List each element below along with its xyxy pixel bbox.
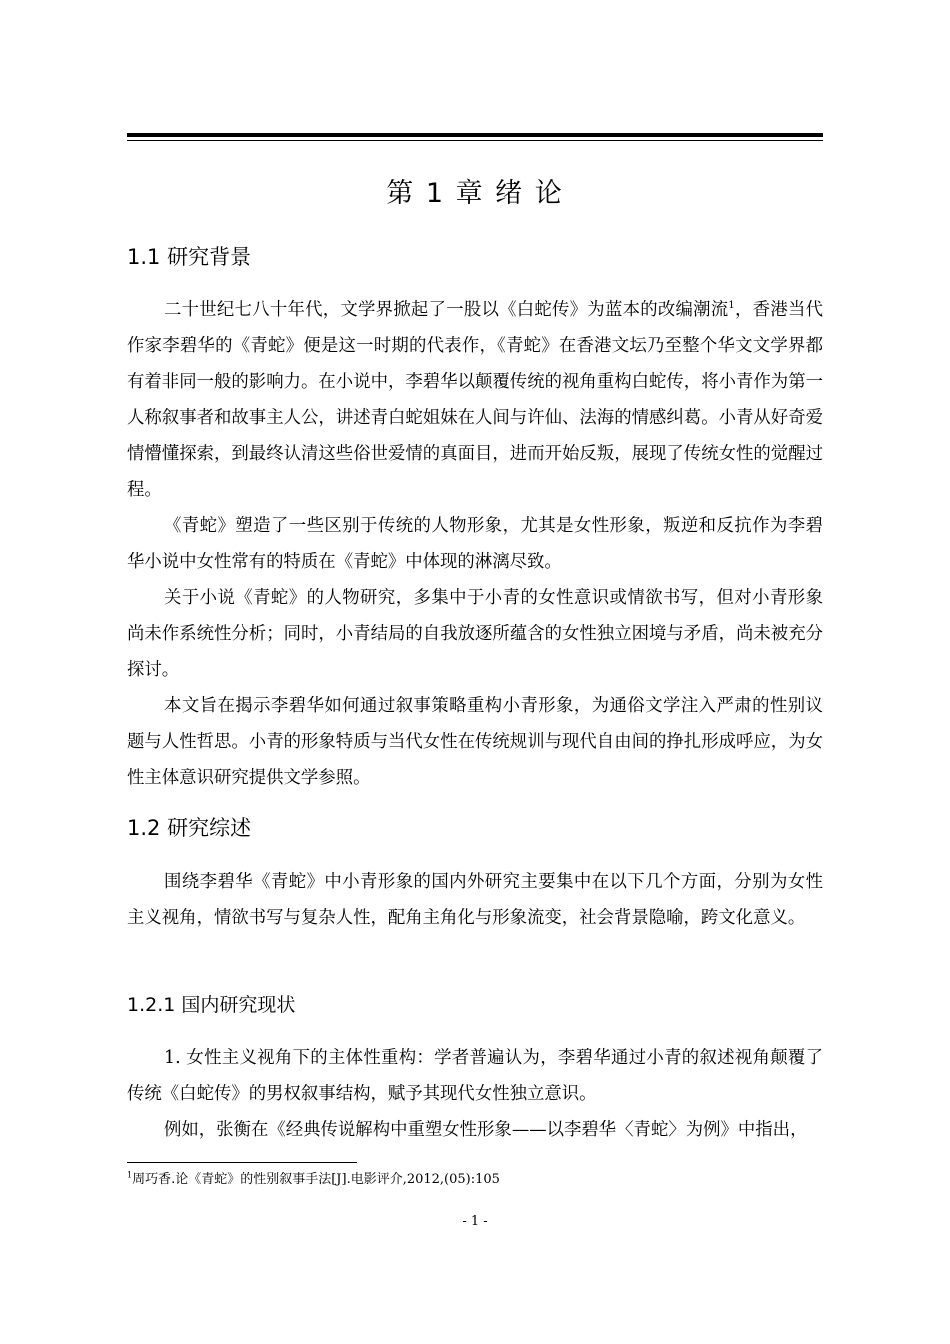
- footnote: [127, 1170, 500, 1190]
- paragraph-4: 本文旨在揭示李碧华如何通过叙事策略重构小青形象，为通俗文学注入严肃的性别议题与人性哲思。小青的形象特质与当代女性在传统规训与现代自由间的挣扎形成呼应，为女性主体意识研究提供文学参照。: [127, 696, 823, 788]
- paragraph-1-text-b: ，香港当代作家李碧华的《青蛇》便是这一时期的代表作，《青蛇》在香港文坛乃至整个华文文学界都有着非同一般的影响力。在小说中，李碧华以颠覆传统的视角重构白蛇传，将小青作为第一人称叙事者和故事主人公，讲述青白蛇姐妹在人间与许仙、法海的情感纠葛。小青从好奇爱情懵懂探索，到最终认清这些俗世爱情的真面目，进而开始反叛，展现了传统女性的觉醒过程。: [127, 300, 823, 500]
- paragraph-1-text-a: 二十世纪七八十年代，文学界掀起了一股以《白蛇传》为蓝本的改编潮流: [164, 300, 729, 320]
- header-rule-thick: [127, 133, 823, 137]
- footnote-separator: [127, 1162, 357, 1163]
- footnote-ref: 1: [728, 300, 735, 312]
- footnote-text: 周巧香.论《青蛇》的性别叙事手法[J].电影评介,2012,(05):105: [132, 1172, 500, 1187]
- paragraph-7: 例如，张衡在《经典传说解构中重塑女性形象——以李碧华〈青蛇〉为例》中指出，: [164, 1120, 808, 1140]
- paragraph-5: 围绕李碧华《青蛇》中小青形象的国内外研究主要集中在以下几个方面，分别为女性主义视角，情欲书写与复杂人性，配角主角化与形象流变，社会背景隐喻，跨文化意义。: [127, 872, 823, 928]
- section-heading-1-2: 1.2 研究综述: [127, 816, 252, 840]
- footnote-mark: 1: [127, 1170, 133, 1180]
- chapter-title: 第 1 章 绪 论: [386, 178, 564, 209]
- paragraph-2: 《青蛇》塑造了一些区别于传统的人物形象，尤其是女性形象，叛逆和反抗作为李碧华小说中女性常有的特质在《青蛇》中体现的淋漓尽致。: [127, 516, 823, 572]
- paragraph-1: [127, 292, 823, 508]
- paragraph-3: 关于小说《青蛇》的人物研究，多集中于小青的女性意识或情欲书写，但对小青形象尚未作系统性分析；同时，小青结局的自我放逐所蕴含的女性独立困境与矛盾，尚未被充分探讨。: [127, 588, 823, 680]
- section-heading-1-2-1: 1.2.1 国内研究现状: [127, 994, 296, 1016]
- section-heading-1-1: 1.1 研究背景: [127, 245, 252, 269]
- header-rule-thin: [127, 140, 823, 141]
- page-number: - 1 -: [462, 1214, 488, 1229]
- paragraph-6: 1. 女性主义视角下的主体性重构：学者普遍认为，李碧华通过小青的叙述视角颠覆了传统《白蛇传》的男权叙事结构，赋予其现代女性独立意识。: [127, 1048, 823, 1104]
